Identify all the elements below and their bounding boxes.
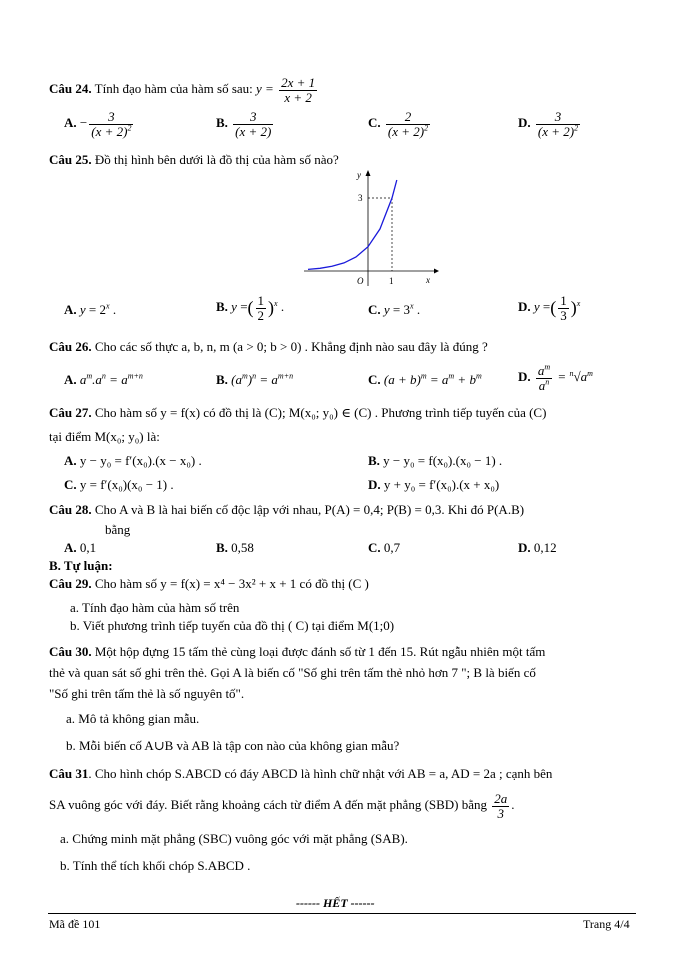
q24-head: Câu 24. (49, 81, 92, 97)
q26-option-c[interactable]: C. $(a + b)^m = a^m + b^m$ (368, 371, 482, 387)
q30-line2: thẻ và quan sát số ghi trên thẻ. Gọi A là biến cố "Số ghi trên tấm thẻ nhỏ hơn 7 "; B là biến cố (49, 665, 536, 680)
q25-graph (300, 168, 440, 290)
q27-option-b[interactable]: B. y − y₀ = f(x₀).(x₀ − 1) . (368, 453, 503, 468)
x-axis-label: x (426, 275, 430, 285)
q28-option-c[interactable]: C. 0,7 (368, 540, 401, 555)
q24-option-b[interactable]: B. $\frac{3}{(x + 2)}$ (216, 109, 272, 139)
q26-option-a[interactable]: A. $a^m.a^n = a^{m+n}$ (64, 371, 143, 387)
q31-part-b: b. Tính thể tích khối chóp S.ABCD . (60, 858, 251, 873)
q25-option-d[interactable]: D. y =( $\frac{1}{3}$ )$^x$ (518, 293, 581, 323)
x-axis-arrow (434, 269, 439, 274)
q30-part-a: a. Mô tả không gian mẫu. (66, 711, 200, 726)
q26-option-b[interactable]: B. $(a^m)^n = a^{m+n}$ (216, 371, 294, 387)
q25-text: Đồ thị hình bên dưới là đồ thị của hàm số nào? (94, 152, 339, 167)
y-tick-label: 3 (358, 193, 363, 203)
q27-option-d[interactable]: D. y + y₀ = f′(x₀).(x + x₀) (368, 477, 500, 492)
q28-option-a[interactable]: A. 0,1 (64, 540, 97, 555)
q24-func-lhs: y = (256, 81, 274, 97)
q25-stem (49, 152, 339, 168)
q26-stem: Câu 26. Cho các số thực a, b, n, m (a > 0; b > 0) . Khẳng định nào sau đây là đúng ? (49, 339, 488, 354)
q27-option-a[interactable]: A. y − y₀ = f′(x₀).(x − x₀) . (64, 453, 202, 468)
origin-label: O (357, 276, 364, 286)
q29-part-b: b. Viết phương trình tiếp tuyến của đồ thị ( C) tại điểm M(1;0) (70, 618, 395, 633)
q31-line1: . Cho hình chóp S.ABCD có đáy ABCD là hình chữ nhật với AB = a, AD = 2a ; cạnh bên (88, 766, 553, 781)
q29-part-a: a. Tính đạo hàm của hàm số trên (70, 600, 240, 615)
q24-option-d[interactable]: D. $\frac{3}{(x + 2)^2}$ (518, 109, 579, 139)
q24-stem (49, 76, 319, 104)
q24-option-a[interactable]: A. − $\frac{3}{(x + 2)^2}$ (64, 109, 132, 139)
footer-divider (48, 913, 636, 914)
q28-option-d[interactable]: D. 0,12 (518, 540, 557, 555)
q30-line1: Một hộp đựng 15 tấm thẻ cùng loại được đánh số từ 1 đến 15. Rút ngẫu nhiên một tấm (94, 644, 546, 659)
q28-stem-line2: bằng (105, 522, 131, 537)
q28-option-b[interactable]: B. 0,58 (216, 540, 254, 555)
page-number: Trang 4/4 (583, 917, 630, 931)
q25-head: Câu 25. (49, 152, 92, 167)
y-axis-arrow (366, 170, 371, 176)
q26-text: Cho các số thực a, b, n, m (a > 0; b > 0) . Khẳng định nào sau đây là đúng ? (94, 339, 488, 354)
q31-stem: Câu 31. Cho hình chóp S.ABCD có đáy ABCD là hình chữ nhật với AB = a, AD = 2a ; cạnh bên (49, 766, 553, 781)
y-axis-label: y (357, 170, 361, 180)
q31-part-a: a. Chứng minh mặt phẳng (SBC) vuông góc với mặt phẳng (SAB). (60, 831, 408, 846)
q28-stem: Câu 28. Cho A và B là hai biến cố độc lập với nhau, P(A) = 0,4; P(B) = 0,3. Khi đó P(A.B) (49, 502, 525, 517)
section-essay-heading: B. Tự luận: (49, 558, 113, 573)
q27-stem: Câu 27. Cho hàm số y = f(x) có đồ thị là (C); M(x₀; y₀) ∈ (C) . Phương trình tiếp tuyến của (C) (49, 405, 547, 420)
q24-option-c[interactable]: C. $\frac{2}{(x + 2)^2}$ (368, 109, 429, 139)
q25-option-b[interactable]: B. y =( $\frac{1}{2}$ )$^x$ . (216, 293, 285, 323)
q30-part-b: b. Mỗi biến cố A∪B và AB là tập con nào của không gian mẫu? (66, 738, 400, 753)
q27-text: Cho hàm số y = f(x) có đồ thị là (C); M(x₀; y₀) ∈ (C) . Phương trình tiếp tuyến của (C) (94, 405, 547, 420)
q31-fraction: $\frac{2a}{3}$ (494, 791, 508, 821)
q25-option-a[interactable]: A. $y = 2^x$ . (64, 301, 117, 317)
q29-stem: Câu 29. Cho hàm số y = f(x) = x⁴ − 3x² + x + 1 có đồ thị (C ) (49, 576, 369, 591)
exponential-curve (308, 180, 397, 269)
q25-option-c[interactable]: C. $y = 3^x$ . (368, 301, 421, 317)
q27-option-c[interactable]: C. y = f′(x₀)(x₀ − 1) . (64, 477, 174, 492)
q30-stem: Câu 30. Một hộp đựng 15 tấm thẻ cùng loại được đánh số từ 1 đến 15. Rút ngẫu nhiên một tấm (49, 644, 546, 659)
exam-code: Mã đề 101 (49, 917, 101, 931)
q31-line2: SA vuông góc với đáy. Biết rằng khoảng cách từ điểm A đến mặt phẳng (SBD) bằng $\frac{2a}{3}$ . (49, 791, 515, 821)
q30-line3: "Số ghi trên tấm thẻ là số nguyên tố". (49, 686, 245, 701)
x-tick-label: 1 (389, 276, 394, 286)
q29-text: Cho hàm số y = f(x) = x⁴ − 3x² + x + 1 có đồ thị (C ) (94, 576, 369, 591)
q26-option-d[interactable]: D. $\frac{a^m}{a^n}$ = $^n√a^m$ (518, 362, 593, 393)
q27-stem-line2: tại điểm M(x₀; y₀) là: (49, 429, 160, 444)
end-marker: ------ HẾT ------ (296, 896, 375, 910)
q24-text: Tính đạo hàm của hàm số sau: (94, 81, 253, 97)
q28-text: Cho A và B là hai biến cố độc lập với nhau, P(A) = 0,4; P(B) = 0,3. Khi đó P(A.B) (94, 502, 525, 517)
q24-func-fraction: $\frac{2x + 1}{x + 2}$ (281, 75, 316, 105)
